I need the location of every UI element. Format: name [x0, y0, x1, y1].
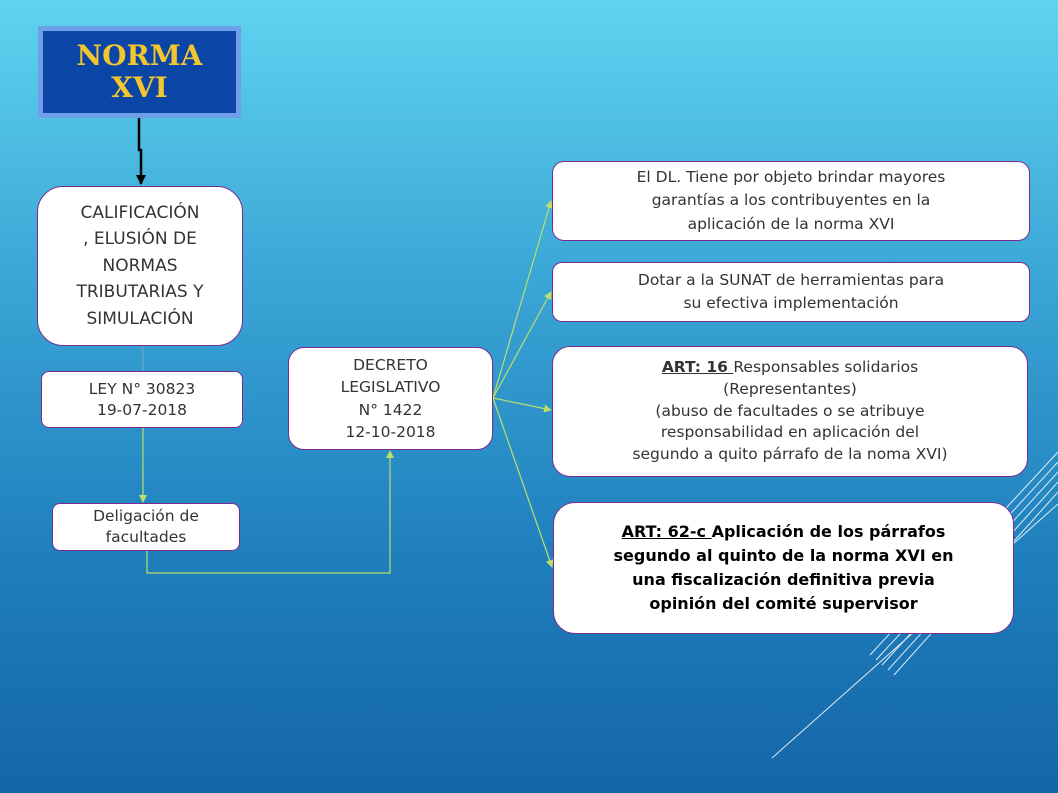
calificacion-line: , ELUSIÓN DE: [83, 229, 197, 250]
calificacion-line: TRIBUTARIAS Y: [76, 282, 204, 303]
title-line-2: XVI: [111, 71, 168, 104]
decreto-number: N° 1422: [358, 400, 423, 419]
dotar-line: su efectiva implementación: [683, 294, 899, 312]
decreto-date: 12-10-2018: [345, 422, 436, 441]
decreto-line: DECRETO: [353, 355, 428, 374]
art16-line: responsabilidad en aplicación del: [660, 423, 920, 442]
art16-line: segundo a quito párrafo de la noma XVI): [632, 445, 948, 464]
deligacion-line: facultades: [105, 528, 187, 546]
deligacion-line: Deligación de: [93, 507, 199, 526]
decreto-line: LEGISLATIVO: [340, 378, 441, 397]
art62c-label: ART: 62-c: [621, 522, 712, 541]
art62c-first: Aplicación de los párrafos: [711, 522, 946, 541]
decreto-to-art62-connector: [493, 398, 552, 567]
title-line-1: NORMA: [76, 38, 203, 72]
decreto-to-objeto-connector: [493, 201, 551, 398]
norma-xvi-title: [38, 26, 241, 118]
ley-box: [41, 371, 243, 428]
art16-first: Responsables solidarios: [733, 358, 919, 377]
art16-line: (abuso de facultades o se atribuye: [655, 401, 925, 420]
objeto-line: aplicación de la norma XVI: [687, 214, 895, 233]
decreto-box: [288, 347, 493, 450]
title-to-calificacion-arrow: [139, 118, 141, 184]
calificacion-box: [37, 186, 243, 346]
deligacion-box: [52, 503, 240, 551]
art62c-line: segundo al quinto de la norma XVI en: [613, 546, 954, 565]
decreto-to-art16-connector: [493, 398, 551, 410]
objeto-line: El DL. Tiene por objeto brindar mayores: [636, 168, 946, 187]
calificacion-line: NORMAS: [102, 255, 178, 276]
dotar-line: Dotar a la SUNAT de herramientas para: [637, 270, 945, 289]
art62c-line: una fiscalización definitiva previa: [632, 570, 935, 589]
art16-line: (Representantes): [723, 379, 857, 398]
dotar-box: [552, 262, 1030, 322]
calificacion-line: SIMULACIÓN: [86, 308, 194, 329]
calificacion-line: CALIFICACIÓN: [80, 203, 200, 224]
art62c-line: opinión del comité supervisor: [649, 594, 918, 613]
decreto-to-dotar-connector: [493, 292, 551, 398]
ley-date: 19-07-2018: [96, 400, 188, 419]
art16-heading: [662, 357, 918, 379]
art62c-box: [553, 502, 1014, 634]
objeto-box: [552, 161, 1030, 241]
art62c-heading: [622, 520, 946, 544]
objeto-line: garantías a los contribuyentes en la: [651, 191, 931, 210]
ley-number: LEY N° 30823: [88, 379, 196, 398]
art16-label: ART: 16: [661, 358, 734, 377]
art16-box: [552, 346, 1028, 477]
